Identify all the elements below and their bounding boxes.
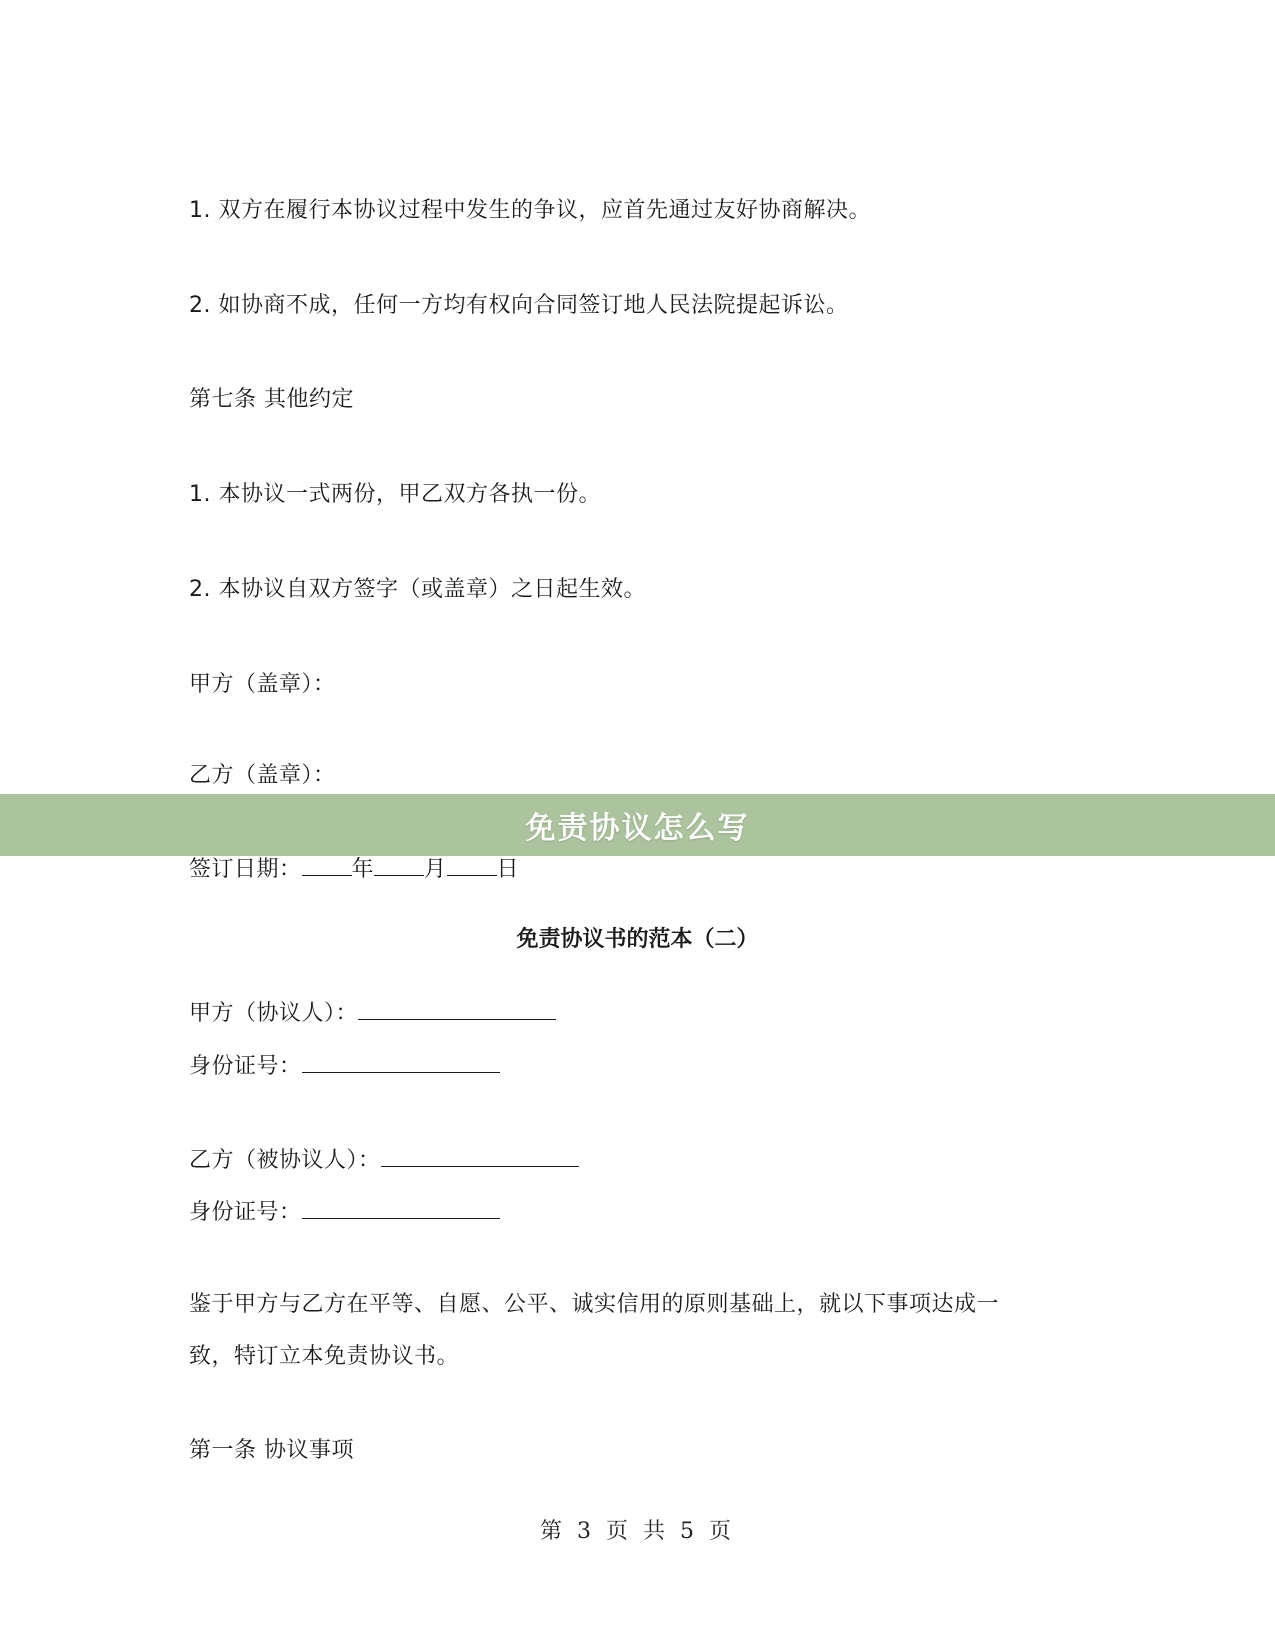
party-a-blank bbox=[358, 997, 556, 1020]
clause-line-1: 1. 双方在履行本协议过程中发生的争议，应首先通过友好协商解决。 bbox=[189, 198, 871, 223]
party-a-seal-label: 甲方（盖章）： bbox=[189, 672, 336, 697]
preamble-line-2: 致，特订立本免责协议书。 bbox=[189, 1344, 460, 1369]
day-blank bbox=[447, 853, 497, 876]
preamble-line-1: 鉴于甲方与乙方在平等、自愿、公平、诚实信用的原则基础上，就以下事项达成一 bbox=[189, 1292, 1000, 1317]
id-b-line bbox=[189, 1196, 500, 1228]
sign-date-line bbox=[189, 853, 519, 885]
id-b-blank bbox=[302, 1196, 500, 1219]
section-title: 免责协议书的范本（二） bbox=[516, 927, 759, 952]
day-label: 日 bbox=[496, 857, 520, 882]
article-heading-1: 第一条 协议事项 bbox=[189, 1438, 354, 1463]
party-b-line bbox=[189, 1144, 579, 1176]
party-b-seal-label: 乙方（盖章）： bbox=[189, 763, 336, 788]
clause-line-3: 1. 本协议一式两份，甲乙双方各执一份。 bbox=[189, 482, 601, 507]
year-blank bbox=[302, 853, 352, 876]
party-b-blank bbox=[381, 1144, 579, 1167]
month-label: 月 bbox=[424, 857, 447, 882]
party-b-label: 乙方（被协议人）： bbox=[189, 1148, 381, 1173]
banner-title: 免责协议怎么写 bbox=[525, 811, 750, 846]
id-b-label: 身份证号： bbox=[189, 1200, 302, 1225]
month-blank bbox=[374, 853, 424, 876]
id-a-label: 身份证号： bbox=[189, 1054, 302, 1079]
party-a-label: 甲方（协议人）： bbox=[189, 1001, 359, 1026]
sign-date-label: 签订日期： bbox=[189, 857, 302, 882]
clause-line-4: 2. 本协议自双方签字（或盖章）之日起生效。 bbox=[189, 577, 646, 602]
id-a-blank bbox=[302, 1050, 500, 1073]
clause-line-2: 2. 如协商不成，任何一方均有权向合同签订地人民法院提起诉讼。 bbox=[189, 293, 849, 318]
article-heading-7: 第七条 其他约定 bbox=[189, 387, 354, 412]
year-label: 年 bbox=[351, 857, 375, 882]
title-banner bbox=[0, 794, 1275, 856]
id-a-line bbox=[189, 1050, 500, 1082]
party-a-line bbox=[189, 997, 556, 1029]
page-footer: 第 3 页 共 5 页 bbox=[540, 1519, 735, 1544]
